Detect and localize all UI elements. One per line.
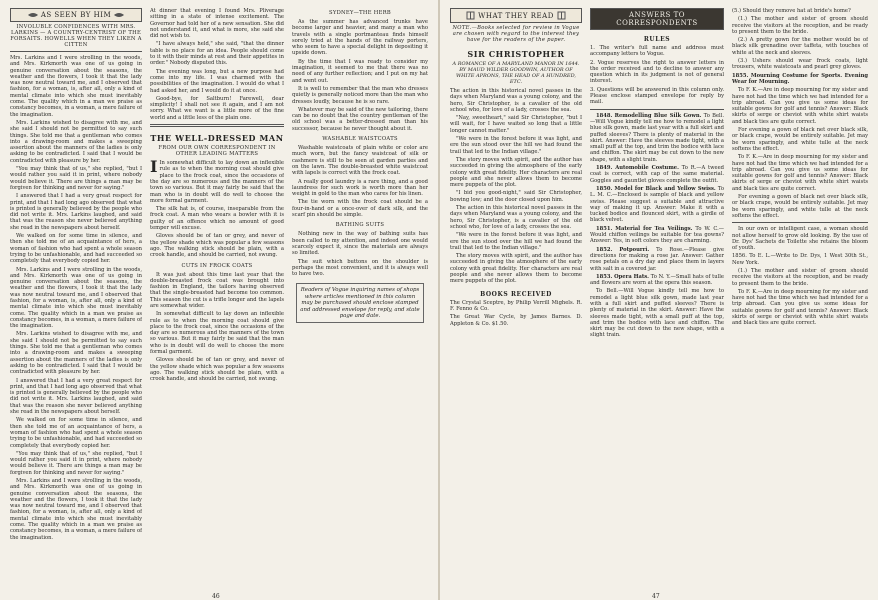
answer-item: [590, 165, 724, 184]
right-column-2: [590, 8, 724, 592]
paragraph: I answered that I had a very great respect for print, and that I had long ago observed that what is printed is generally believed by the people who did not write it. Mrs. Larkins laughed, and said that was the reason she never believed anything she read in the newspapers about herself.: [10, 193, 142, 231]
column-title: AS SEEN BY HIM: [40, 11, 112, 19]
paragraph: Nothing new in the way of bathing suits has been called to my attention, and indeed one would scarcely expect it, since the materials are always so limited.: [292, 231, 428, 257]
answer-body: To Rose.—Please give directions for making a rose jar. Answer: Gather rose petals on a dry day and place them in layers with salt in a covered jar.: [590, 246, 724, 272]
rule-item: 2. Vogue reserves the right to answer letters in the order received and to decline to answer any question which in its judgment is not of general interest.: [590, 59, 724, 85]
paragraph: For evening a gown of black net over black silk, or black crape, would be entirely suitable. Jet may be worn sparingly, and white tulle at the neck softens the effect.: [732, 194, 868, 219]
column-note: NOTE.—Books selected for review in Vogue are chosen with regard to the interest they have for the readers of the paper.: [452, 25, 580, 43]
answer-heading: 1855. Mourning Costume for Sports. Evening Wear for Mourning.: [732, 72, 868, 85]
paragraph: At dinner that evening I found Mrs. Pliverage sitting in a state of intense excitement. The Governor had told her of a new sensation. She did not understand it, and what is more, she said she did not wish to.: [150, 8, 284, 40]
left-page: [0, 0, 438, 600]
paragraph: It was just about this time last year that the double-breasted frock coat was brought into fashion in England, the tailors having observed that the single-breasted had become too common. This season the cut is a trifle longer and the lapels are somewhat wider.: [150, 271, 284, 309]
divider: [10, 51, 142, 52]
paragraph: We walked on for some time in silence, and then she told me of an acquaintance of hers, a woman of fashion who had spent a whole season trying to be unfashionable, and had succeeded so completely that everybody copied her.: [10, 233, 142, 265]
what-they-read-header: [450, 8, 582, 23]
right-column-1: [450, 8, 582, 592]
drop-cap: I: [150, 157, 158, 177]
answer-item: [590, 247, 724, 272]
answer-item: [732, 73, 868, 86]
answer-heading: 1849. Automobile Costume.: [596, 165, 679, 172]
paragraph: In somewhat difficult to lay down an inflexible rule as to when the morning coat should give place to the frock coat, since the occasions of the day are so numerous and the manners of the town so various. But it may fairly be said that the man who is in doubt will do well to choose the more formal garment.: [150, 311, 284, 356]
right-page: [440, 0, 878, 600]
paragraph: The silk hat is, of course, inseparable from the frock coat. A man who wears a bowler with it is guilty of an offence which no amount of good temper will excuse.: [150, 206, 284, 232]
paragraph: (1.) The mother and sister of groom should receive the visitors at the reception, and be ready to present them to the bride.: [732, 267, 868, 287]
paragraph: Gloves should be of tan or grey, and never of the yellow shade which was popular a few seasons ago. The walking stick should be plain, with a crook handle, and should be carried, not swung.: [150, 233, 284, 259]
left-column-1: [10, 8, 142, 592]
paragraph: (1.) The mother and sister of groom should receive the visitors at the reception, and be ready to present them to the bride.: [732, 16, 868, 35]
paragraph: (2.) A pretty gown for the mother would be of black silk grenadine over taffeta, with touches of white at the neck and sleeves.: [732, 37, 868, 56]
ornament-icon: [28, 11, 38, 19]
paragraph: The story moves with spirit, and the author has succeeded in giving the atmosphere of the early colony with great fidelity. Her characters are real people and she never allows them to become mere puppets of the plot.: [450, 156, 582, 189]
right-column-3: [732, 8, 868, 592]
section-subtitle: SYDNEY—THE HERB: [328, 10, 392, 16]
book-entry: The Crystal Sceptre, by Philip Verrill Mighels. R. F. Fenno & Co.: [450, 299, 582, 312]
section-title: BOOKS RECEIVED: [480, 290, 552, 298]
paragraph: The action in this historical novel passes in the days when Maryland was a young colony, and the hero, Sir Christopher, is a cavalier of the old school who, for love of a lady, crosses the sea.: [450, 205, 582, 230]
paragraph: The action in this historical novel passes in the days when Maryland was a young colony, and the hero, Sir Christopher, is a cavalier of the old school who, for love of a lady, crosses the sea.: [450, 88, 582, 113]
shopping-note-box: Readers of Vogue inquiring names of shops where articles mentioned in this column may be purchased should enclose stamped and addressed envelope for reply, and state page and date.: [296, 283, 424, 323]
section-subtitle: FROM OUR OWN CORRESPONDENT IN OTHER LEADING MATTERS: [158, 145, 276, 158]
paragraph: (5.) Should they remove hat at bride's home?: [732, 8, 851, 14]
answer-item: [590, 226, 724, 245]
paragraph: "Nay, sweetheart," said Sir Christopher, "but I will wait, for I have waited so long that a little longer cannot matter.": [450, 115, 582, 134]
paragraph-text: In somewhat difficult to lay down an inflexible rule as to when the morning coat should give place to the frock coat, since the occasions of the day are so numerous and the manners of the town so various. But it may fairly be said that the man who is in doubt will do well to choose the more formal garment.: [150, 160, 284, 204]
paragraph: Good-bye, for Saltburn! Farewell, dear simplicity! I shall not see it again, and I am not sorry. What we want is a little more of the fine world and a little less of the plain one.: [150, 95, 284, 121]
paragraph: [150, 157, 284, 204]
answer-body: To W. C.—Would chiffon veilings be suitable for tea gowns? Answer: Yes, in soft colors they are charming.: [590, 225, 724, 245]
answer-item: [590, 186, 724, 224]
paragraph: We walked on for some time in silence, and then she told me of an acquaintance of hers, a woman of fashion who had spent a whole season trying to be unfashionable, and had succeeded so completely that everybody copied her.: [10, 417, 142, 449]
paragraph: To F. K.—Are in deep mourning for my sister and have not had the time which we had intended for a trip abroad. Can you give us some ideas for suitable gowns for golf and tennis? Answer: Black skirts of serge or cheviot with white shirt waists and black ties are quite correct.: [732, 87, 868, 125]
answer-heading: 1848. Remodelling Blue Silk Gown.: [596, 112, 702, 119]
paragraph: Gloves should be of tan or grey, and never of the yellow shade which was popular a few seasons ago. The walking stick should be plain, with a crook handle, and should be carried, not swung.: [150, 357, 284, 383]
rule-item: 1. The writer's full name and address must accompany letters to Vogue.: [590, 45, 724, 58]
answer-item: [590, 288, 724, 338]
paragraph: The suit which buttons on the shoulder is perhaps the most convenient, and it is always well to have two.: [292, 258, 428, 278]
paragraph: Mrs. Larkins and I were strolling in the woods, and Mrs. Kirkmorth was one of us going in genuine conversation about the seasons, the weather and the flowers, I took it that the lady was now neutral toward me, and I observed that fashion, for a woman, is, after all, only a kind of mental climate into which she must inevitably come. The quality which in a man we praise as constancy becomes, in a woman, a mere failure of the imagination.: [10, 55, 142, 118]
answer-body: To L. M. C.—Enclosed is sample of black and yellow swiss. Please suggest a suitable and attractive way of making it up. Answer: Make it with a tucked bodice and flounced skirt, with a girdle of black velvet.: [590, 185, 724, 224]
section-title: THE WELL-DRESSED MAN: [150, 133, 284, 144]
paragraph: Mrs. Larkins and I were strolling in the woods, and Mrs. Kirkmorth was one of us going in genuine conversation about the seasons, the weather and the flowers, I took it that the lady was now neutral toward me, and I observed that fashion, for a woman, is, after all, only a kind of mental climate into which she must inevitably come. The quality which in a man we praise as constancy becomes, in a woman, a mere failure of the imagination.: [10, 266, 142, 330]
paragraph: (3.) Ushers should wear frock coats, light trousers, white waistcoats and pearl grey gloves.: [732, 58, 868, 71]
paragraph: "You may think that of us," she replied, "but I would rather you said it in print, where nobody would believe it. There are things a man may be forgiven for thinking and never for saying.": [10, 166, 142, 191]
paragraph: "You may think that of us," she replied, "but I would rather you said it in print, where nobody would believe it. There are things a man may be forgiven for thinking and never for saying.": [10, 450, 142, 476]
divider: [590, 109, 724, 110]
answer-heading: 1850. Model for Black and Yellow Swiss.: [596, 185, 716, 192]
paragraph: Washable waistcoats of plain white or color are much worn, but the fancy waistcoat of silk or cashmere is still to be seen at garden parties and on the lawn. The double-breasted white waistcoat with lapels is correct with the frock coat.: [292, 145, 428, 177]
paragraph: "I have always held," she said, "that the dinner table is no place for an idea. People should come to it with their minds at rest and their appetites in order." Nobody disputed this.: [150, 41, 284, 67]
section-subtitle: WASHABLE WAISTCOATS: [322, 136, 398, 143]
ornament-icon: [114, 11, 124, 19]
paragraph: Mrs. Larkins wished to disagree with me, and she said I should not be permitted to say such things. She told me that a gentleman who comes into a drawing-room and makes a sweeping assertion about the manners of the ladies is only asking to be contradicted. I said that I would be contradicted with pleasure by her.: [10, 119, 142, 164]
book-entry: The Great War Cycle, by James Barnes. D. Appleton & Co. $1.50.: [450, 314, 582, 327]
paragraph: It is well to remember that the man who dresses quietly is generally noticed more than the man who dresses loudly, because he is so rare.: [292, 85, 428, 105]
section-subtitle: CUTS IN FROCK COATS: [181, 262, 253, 269]
paragraph: 1856. To E. L.—Write to Dr. Dys, 1 West 30th St., New York.: [732, 253, 868, 266]
paragraph: To F. K.—Are in deep mourning for my sister and have not had the time which we had intended for a trip abroad. Can you give us some ideas for suitable gowns for golf and tennis? Answer: Black skirts of serge or cheviot with white shirt waists and black ties are quite correct.: [732, 154, 868, 192]
paragraph: The evening was long, but a new purpose had come into my life. I was charmed with the possibilities of the imagination. I would do what I had asked her, and I would do it at once.: [150, 68, 284, 94]
rules-title: RULES: [643, 36, 671, 43]
answer-heading: 1852. Potpourri.: [596, 246, 650, 253]
paragraph: Mrs. Larkins wished to disagree with me, and she said I should not be permitted to say such things. She told me that a gentleman who comes into a drawing-room and makes a sweeping assertion about the manners of the ladies is only asking to be contradicted. I said that I would be contradicted with pleasure by her.: [10, 331, 142, 376]
left-column-3: [292, 8, 428, 592]
paragraph: The story moves with spirit, and the author has succeeded in giving the atmosphere of the early colony with great fidelity. Her characters are real people and she never allows them to become mere puppets of the plot.: [450, 253, 582, 285]
left-column-2: [150, 8, 284, 592]
paragraph: For evening a gown of black net over black silk, or black crape, would be entirely suitable. Jet may be worn sparingly, and white tulle at the neck softens the effect.: [732, 127, 868, 152]
column-body: [10, 55, 142, 541]
rule-item: 3. Questions will be answered in this column only. Please enclose stamped envelope for reply by mail.: [590, 86, 724, 106]
paragraph: A really good laundry is a rare thing, and a good laundress for such work is worth more than her weight in gold to the man who cares for his linen.: [292, 178, 428, 198]
answer-item: [590, 274, 724, 287]
as-seen-by-him-header: [10, 8, 142, 22]
page-number: 46: [212, 593, 220, 600]
page-number: 47: [652, 593, 660, 600]
paragraph: By the time that I was ready to consider my imagination, it seemed to me that there was no need of any further reflection; and I put on my hat and went out.: [292, 58, 428, 84]
answer-heading: 1853. Opera Hats.: [596, 273, 649, 280]
paragraph: "We were in the forest before it was light, and ere the sun stood over the hill we had found the trail that led to the Indian village.": [450, 136, 582, 155]
book-icon: [557, 11, 566, 20]
column-title: WHAT THEY READ: [478, 11, 554, 20]
paragraph: I answered that I had a very great respect for print, and that I had long ago observed that what is printed is generally believed by the people who did not write it. Mrs. Larkins laughed, and said that was the reason she never believed anything she read in the newspapers about herself.: [10, 377, 142, 416]
book-icon: [466, 11, 475, 20]
paragraph: To F. K.—Are in deep mourning for my sister and have not had the time which we had intended for a trip abroad. Can you give us some ideas for suitable gowns for golf and tennis? Answer: Black skirts of serge or cheviot with white shirt waists and black ties are quite correct.: [732, 288, 868, 327]
divider: [150, 124, 284, 127]
answer-heading: 1851. Material for Tea Veilings.: [596, 225, 693, 232]
paragraph: The tie worn with the frock coat should be a four-in-hand or a once-over of dark silk, and the scarf pin should be simple.: [292, 199, 428, 219]
book-title: SIR CHRISTOPHER: [467, 49, 565, 59]
book-byline: A ROMANCE OF A MARYLAND MANOR IN 1644. BY MAUD WILDER GOODWIN, AUTHOR OF WHITE APRONS, THE HEAD OF A HUNDRED, ETC.: [452, 61, 580, 85]
column-subtitle: INVOLUBLE CONFIDENCES WITH MRS. LARKINS — A COUNTRY-CENTRIST OF THE FORSAITS. HOWELLS WHEN THEY LIKEN A CITTEN: [10, 24, 142, 48]
answer-body: To Bell.—Will Vogue kindly tell me how to remodel a light blue silk gown, made last year with a full skirt and puffed sleeves? There is plenty of material in the skirt. Answer: Have the sleeves made tight, with a small puff at the top, and trim the bodice with lace and chiffon. The skirt may be cut down to the new shape, with a slight train.: [590, 288, 724, 339]
paragraph: In our own or intelligent case, a woman should not allow herself to grow old looking. By the use of Dr. Dys' Sachets de Toilette she retains the bloom of youth.: [732, 226, 868, 252]
divider: [732, 222, 868, 223]
answers-header: ANSWERS TO CORRESPONDENTS: [590, 8, 724, 30]
paragraph: Mrs. Larkins and I were strolling in the woods, and Mrs. Kirkmorth was one of us going in genuine conversation about the seasons, the weather and the flowers, I took it that the lady was now neutral toward me, and I observed that fashion, for a woman, is, after all, only a kind of mental climate into which she must inevitably come. The quality which in a man we praise as constancy becomes, in a woman, a mere failure of the imagination.: [10, 478, 142, 541]
paragraph: As the summer has advanced trunks have become larger and heavier, and many a man who travels with a single portmanteau finds himself sorely tried at the hands of the railway porters, who seem to have a special delight in depositing it upside down.: [292, 19, 428, 57]
answer-body: To N. Y.—Small hats of tulle and flowers are worn at the opera this season.: [590, 273, 724, 287]
answer-item: [590, 113, 724, 163]
paragraph: Whatever may be said of the new tailoring, there can be no doubt that the country gentleman of the old school was a better-dressed man than his successor, because he never thought about it.: [292, 106, 428, 132]
answer-body: To R.—A tweed coat is correct, with cap of the same material. Goggles and gauntlet gloves complete the outfit.: [590, 165, 724, 184]
answer-body: To Bell.—Will Vogue kindly tell me how to remodel a light blue silk gown, made last year with a full skirt and puffed sleeves? There is plenty of material in the skirt. Answer: Have the sleeves made tight, with a small puff at the top, and trim the bodice with lace and chiffon. The skirt may be cut down to the new shape, with a slight train.: [590, 112, 724, 163]
section-subtitle: BATHING SUITS: [335, 222, 385, 229]
paragraph: "I bid you good-night," said Sir Christopher, bowing low; and the door closed upon him.: [450, 190, 582, 203]
paragraph: "We were in the forest before it was light, and ere the sun stood over the hill we had found the trail that led to the Indian village.": [450, 232, 582, 251]
